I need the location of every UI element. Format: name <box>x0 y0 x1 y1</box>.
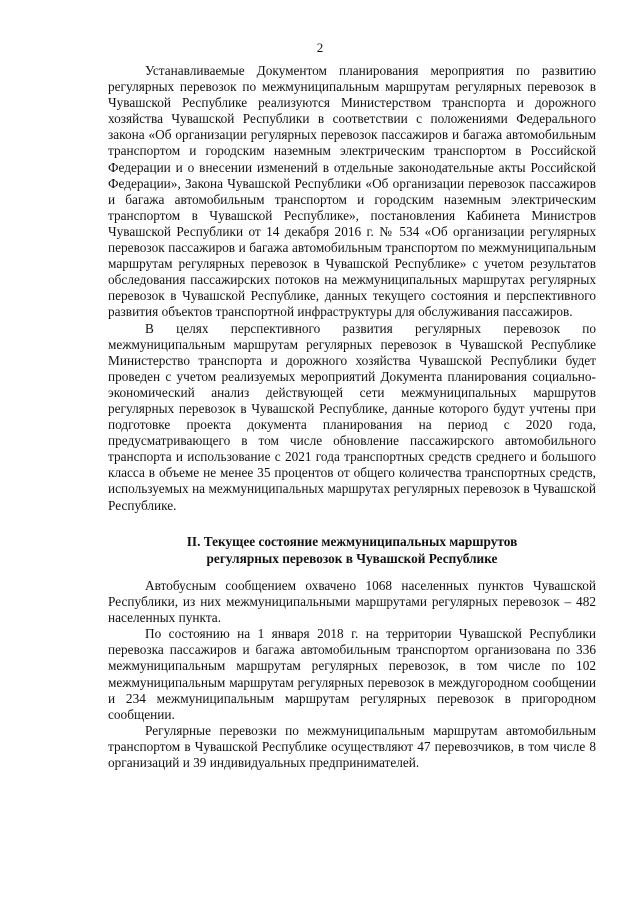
section-2-heading <box>108 534 596 567</box>
paragraph-1: Устанавливаемые Документом планирования мероприятия по развитию регулярных перевозок по межмуниципальным маршрутам регулярных перевозок в Чувашской Республике реализуются Министерством транспорта и дорожного хозяйства Чувашской Республики в соответствии с положениями Федерального закона «Об организации регулярных перевозок пассажиров и багажа автомобильным транспортом и городским наземным электрическим транспортом в Российской Федерации и о внесении изменений в отдельные законодательные акты Российской Федерации», Закона Чувашской Республики «Об организации перевозок пассажиров и багажа автомобильным транспортом и городским наземным электрическим транспортом в Чувашской Республике», постановления Кабинета Министров Чувашской Республики от 14 декабря 2016 г. № 534 «Об организации регулярных перевозок пассажиров и багажа автомобильным транспортом по межмуниципальным маршрутам регулярных перевозок в Чувашской Республике» с учетом результатов обследования пассажирских потоков на межмуниципальных маршрутах регулярных перевозок в Чувашской Республике, данных текущего состояния и перспективного развития объектов транспортной инфраструктуры для обслуживания пассажиров. <box>108 63 596 320</box>
section-2-heading-line-1: II. Текущее состояние межмуниципальных маршрутов <box>186 534 518 549</box>
paragraph-2: В целях перспективного развития регулярных перевозок по межмуниципальным маршрутам регулярных перевозок в Чувашской Республике Министерство транспорта и дорожного хозяйства Чувашской Республики будет проведен с учетом реализуемых мероприятий Документа планирования социально-экономический анализ действующей сети межмуниципальных маршрутов регулярных перевозок в Чувашской Республике, данные которого будут учтены при подготовке проекта документа планирования на период с 2020 года, предусматривающего в том числе обновление пассажирского автомобильного транспорта и использование с 2021 года транспортных средств среднего и большого класса в объеме не менее 35 процентов от общего количества транспортных средств, используемых на межмуниципальных маршрутах регулярных перевозок в Чувашской Республике. <box>108 320 596 513</box>
page-number: 2 <box>316 40 324 55</box>
section-1-body <box>108 63 596 514</box>
paragraph-3: Автобусным сообщением охвачено 1068 населенных пунктов Чувашской Республики, из них межмуниципальными маршрутами регулярных перевозок – 482 населенных пункта. <box>108 578 596 626</box>
section-2-body <box>108 578 596 771</box>
paragraph-5: Регулярные перевозки по межмуниципальным маршрутам автомобильным транспортом в Чувашской Республике осуществляют 47 перевозчиков, в том числе 8 организаций и 39 индивидуальных предпринимателей. <box>108 722 596 771</box>
section-2-heading-line-2: регулярных перевозок в Чувашской Республике <box>206 550 498 566</box>
paragraph-4: По состоянию на 1 января 2018 г. на территории Чувашской Республики перевозка пассажиров и багажа автомобильным транспортом организована по 336 межмуниципальным маршрутам регулярных перевозок, в том числе по 102 межмуниципальным маршрутам регулярных перевозок в междугородном сообщении и 234 межмуниципальным маршрутам регулярных перевозок в пригородном сообщении. <box>108 626 596 722</box>
